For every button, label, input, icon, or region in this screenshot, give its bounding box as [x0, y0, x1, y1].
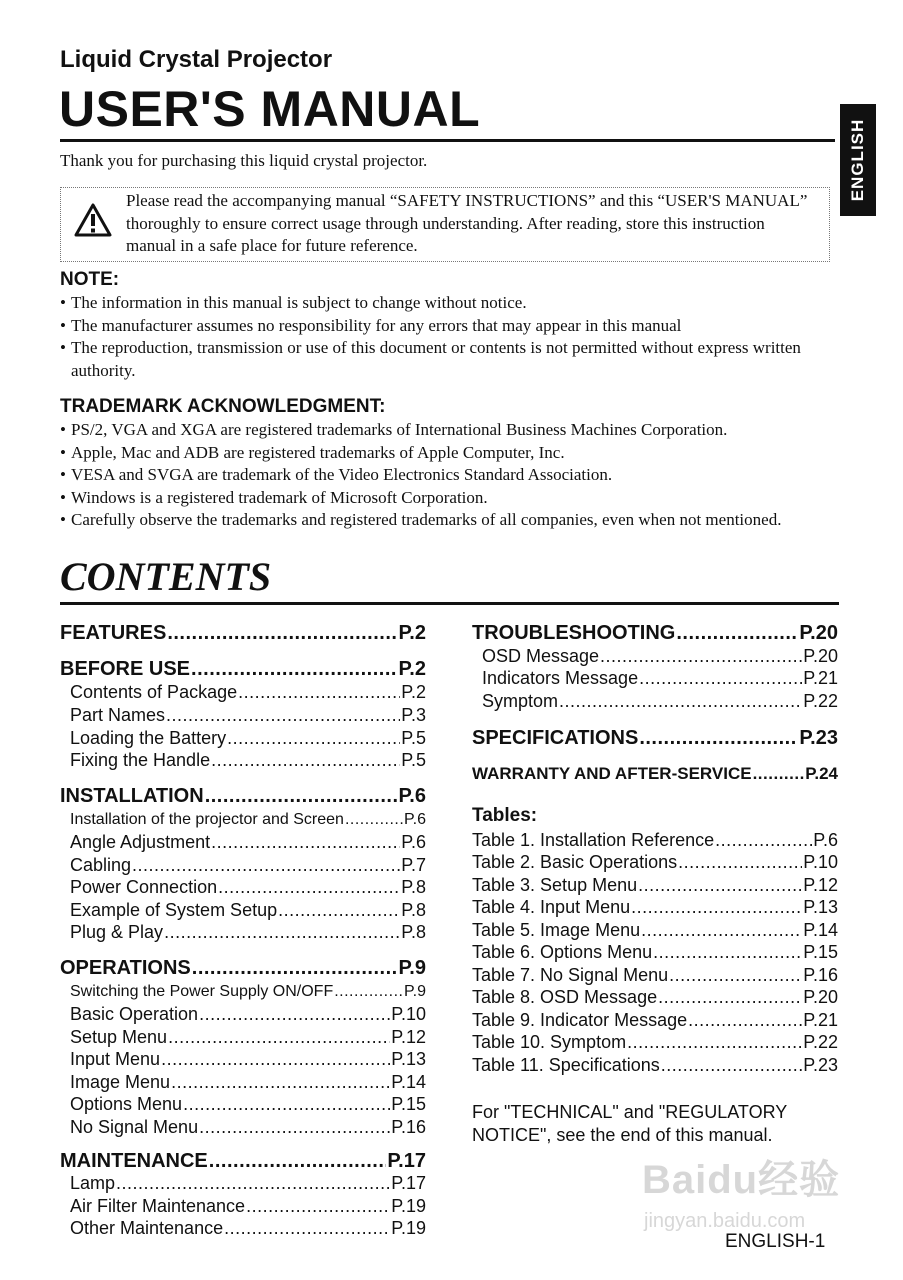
- leader-dots: [345, 811, 403, 829]
- baidu-logo: Baidu经验: [642, 1158, 841, 1202]
- contents-title: CONTENTS: [60, 554, 272, 599]
- toc-label: Fixing the Handle: [70, 750, 211, 770]
- toc-label: Table 5. Image Menu: [472, 920, 641, 940]
- warning-text: Please read the accompanying manual “SAFETY INSTRUCTIONS” and this “USER'S MANUAL” thoroughly to ensure correct usage through understanding. After reading, store this instruction manual in a safe place for future reference.: [126, 191, 808, 255]
- leader-dots: [191, 658, 398, 681]
- toc-page: P.22: [803, 691, 838, 711]
- toc-page: P.2: [401, 682, 426, 702]
- toc-table-entry: [472, 987, 838, 1008]
- toc-entry-part-names: [70, 705, 426, 726]
- toc-label: MAINTENANCE: [60, 1150, 208, 1172]
- leader-dots: [171, 1072, 390, 1093]
- toc-label: Cabling: [70, 855, 132, 875]
- toc-entry-specifications: [472, 727, 838, 750]
- toc-page: P.2: [398, 658, 426, 680]
- toc-entry-power-supply-switching: [70, 983, 426, 1001]
- leader-dots: [164, 922, 400, 943]
- leader-dots: [678, 852, 802, 873]
- toc-entry-angle-adjustment: [70, 832, 426, 853]
- toc-label: Switching the Power Supply ON/OFF: [70, 983, 334, 1000]
- leader-dots: [278, 900, 400, 921]
- technical-notice-text: For "TECHNICAL" and "REGULATORY NOTICE", see the end of this manual.: [472, 1102, 787, 1145]
- leader-dots: [559, 691, 802, 712]
- toc-page: P.10: [391, 1004, 426, 1024]
- leader-dots: [627, 1032, 802, 1053]
- leader-dots: [688, 1010, 802, 1031]
- toc-page: P.16: [803, 965, 838, 985]
- leader-dots: [199, 1004, 390, 1025]
- trademark-item: • Apple, Mac and ADB are registered trademarks of Apple Computer, Inc.: [60, 442, 850, 465]
- toc-label: Lamp: [70, 1173, 116, 1193]
- tables-heading: Tables:: [472, 805, 538, 826]
- toc-label: Power Connection: [70, 877, 218, 897]
- leader-dots: [224, 1218, 390, 1239]
- toc-entry-input-menu: [70, 1049, 426, 1070]
- toc-entry-troubleshooting: [472, 622, 838, 645]
- leader-dots: [227, 728, 400, 749]
- leader-dots: [715, 830, 812, 851]
- toc-page: P.10: [803, 852, 838, 872]
- toc-label: Symptom: [482, 691, 559, 711]
- toc-table-entry: [472, 830, 838, 851]
- toc-table-entry: [472, 852, 838, 873]
- toc-table-entry: [472, 920, 838, 941]
- toc-entry-basic-operation: [70, 1004, 426, 1025]
- toc-page: P.12: [803, 875, 838, 895]
- toc-entry-air-filter: [70, 1196, 426, 1217]
- watermark-url: jingyan.baidu.com: [644, 1210, 806, 1232]
- leader-dots: [167, 622, 397, 645]
- toc-label: FEATURES: [60, 622, 167, 644]
- title-divider: [60, 139, 835, 142]
- leader-dots: [631, 897, 802, 918]
- contents-divider: [60, 602, 839, 605]
- toc-label: Table 2. Basic Operations: [472, 852, 678, 872]
- toc-entry-contents-of-package: [70, 682, 426, 703]
- toc-table-entry: [472, 1032, 838, 1053]
- toc-page: P.17: [387, 1150, 426, 1172]
- toc-entry-image-menu: [70, 1072, 426, 1093]
- trademark-item: • VESA and SVGA are trademark of the Video Electronics Standard Association.: [60, 464, 850, 487]
- toc-label: OPERATIONS: [60, 957, 191, 979]
- toc-entry-maintenance: [60, 1150, 426, 1173]
- toc-page: P.14: [803, 920, 838, 940]
- toc-entry-lamp: [70, 1173, 426, 1194]
- toc-page: P.22: [803, 1032, 838, 1052]
- toc-label: TROUBLESHOOTING: [472, 622, 676, 644]
- toc-label: Input Menu: [70, 1049, 161, 1069]
- toc-label: OSD Message: [482, 646, 600, 666]
- leader-dots: [211, 832, 400, 853]
- leader-dots: [676, 622, 798, 645]
- safety-warning-box: [60, 187, 830, 262]
- toc-page: P.21: [803, 1010, 838, 1030]
- baidu-watermark: [642, 1148, 842, 1243]
- toc-page: P.8: [401, 900, 426, 920]
- toc-table-entry: [472, 1055, 838, 1076]
- toc-label: Table 3. Setup Menu: [472, 875, 638, 895]
- note-item: • The reproduction, transmission or use of this document or contents is not permitted without express written authority.: [60, 337, 850, 382]
- toc-page: P.16: [391, 1117, 426, 1137]
- toc-label: Table 11. Specifications: [472, 1055, 660, 1075]
- toc-page: P.19: [391, 1218, 426, 1238]
- toc-label: Table 1. Installation Reference: [472, 830, 715, 850]
- toc-page: P.6: [398, 785, 426, 807]
- toc-label: WARRANTY AND AFTER-SERVICE: [472, 764, 752, 783]
- leader-dots: [116, 1173, 390, 1194]
- toc-page: P.15: [803, 942, 838, 962]
- toc-table-entry: [472, 942, 838, 963]
- toc-label: Setup Menu: [70, 1027, 168, 1047]
- toc-label: Options Menu: [70, 1094, 183, 1114]
- toc-page: P.9: [398, 957, 426, 979]
- toc-entry-symptom: [482, 691, 838, 712]
- leader-dots: [638, 875, 802, 896]
- leader-dots: [238, 682, 400, 703]
- toc-entry-power-connection: [70, 877, 426, 898]
- intro-text: Thank you for purchasing this liquid crystal projector.: [60, 151, 428, 170]
- toc-entry-no-signal-menu: [70, 1117, 426, 1138]
- toc-page: P.6: [404, 811, 426, 828]
- toc-label: Basic Operation: [70, 1004, 199, 1024]
- toc-page: P.6: [813, 830, 838, 850]
- toc-entry-installation: [60, 785, 426, 808]
- toc-label: Table 9. Indicator Message: [472, 1010, 688, 1030]
- leader-dots: [161, 1049, 390, 1070]
- language-tab: [840, 104, 876, 216]
- trademark-list: [60, 419, 850, 532]
- toc-page: P.19: [391, 1196, 426, 1216]
- leader-dots: [653, 942, 802, 963]
- document-title: USER'S MANUAL: [59, 81, 481, 137]
- leader-dots: [132, 855, 400, 876]
- toc-page: P.15: [391, 1094, 426, 1114]
- toc-label: Table 7. No Signal Menu: [472, 965, 669, 985]
- toc-label: Installation of the projector and Screen: [70, 811, 344, 828]
- leader-dots: [166, 705, 400, 726]
- leader-dots: [192, 957, 398, 980]
- toc-table-entry: [472, 897, 838, 918]
- toc-table-entry: [472, 875, 838, 896]
- toc-page: P.23: [803, 1055, 838, 1075]
- leader-dots: [639, 668, 802, 689]
- leader-dots: [661, 1055, 803, 1076]
- toc-page: P.8: [401, 922, 426, 942]
- toc-label: INSTALLATION: [60, 785, 204, 807]
- page-number: ENGLISH-1: [725, 1231, 826, 1252]
- trademark-item: • Carefully observe the trademarks and registered trademarks of all companies, even when not mentioned.: [60, 509, 850, 532]
- toc-label: Table 6. Options Menu: [472, 942, 653, 962]
- toc-label: Angle Adjustment: [70, 832, 211, 852]
- leader-dots: [334, 983, 403, 1001]
- toc-label: Example of System Setup: [70, 900, 278, 920]
- toc-entry-before-use: [60, 658, 426, 681]
- toc-label: Image Menu: [70, 1072, 171, 1092]
- document-subtitle: Liquid Crystal Projector: [60, 46, 333, 73]
- language-tab-label: ENGLISH: [848, 118, 867, 202]
- toc-entry-indicators-message: [482, 668, 838, 689]
- leader-dots: [639, 727, 798, 750]
- toc-page: P.24: [805, 764, 838, 783]
- toc-entry-system-setup: [70, 900, 426, 921]
- leader-dots: [209, 1150, 387, 1173]
- toc-page: P.14: [391, 1072, 426, 1092]
- toc-label: No Signal Menu: [70, 1117, 199, 1137]
- toc-label: Loading the Battery: [70, 728, 227, 748]
- leader-dots: [600, 646, 802, 667]
- toc-page: P.9: [404, 983, 426, 1000]
- toc-page: P.8: [401, 877, 426, 897]
- leader-dots: [205, 785, 398, 808]
- note-list: [60, 292, 850, 382]
- toc-entry-operations: [60, 957, 426, 980]
- trademark-heading: TRADEMARK ACKNOWLEDGMENT:: [60, 396, 386, 417]
- toc-page: P.5: [401, 750, 426, 770]
- leader-dots: [641, 920, 802, 941]
- leader-dots: [211, 750, 400, 771]
- toc-table-entry: [472, 965, 838, 986]
- toc-entry-loading-battery: [70, 728, 426, 749]
- toc-page: P.6: [401, 832, 426, 852]
- trademark-item: • PS/2, VGA and XGA are registered trademarks of International Business Machines Corporation.: [60, 419, 850, 442]
- toc-label: Plug & Play: [70, 922, 164, 942]
- toc-page: P.13: [803, 897, 838, 917]
- toc-entry-fixing-handle: [70, 750, 426, 771]
- toc-label: Other Maintenance: [70, 1218, 224, 1238]
- leader-dots: [669, 965, 802, 986]
- toc-entry-options-menu: [70, 1094, 426, 1115]
- toc-page: P.21: [803, 668, 838, 688]
- toc-entry-other-maintenance: [70, 1218, 426, 1239]
- toc-page: P.7: [401, 855, 426, 875]
- toc-entry-warranty: [472, 764, 838, 784]
- note-heading: NOTE:: [60, 269, 120, 290]
- leader-dots: [246, 1196, 390, 1217]
- leader-dots: [183, 1094, 390, 1115]
- toc-page: P.20: [803, 987, 838, 1007]
- toc-label: Part Names: [70, 705, 166, 725]
- leader-dots: [199, 1117, 390, 1138]
- leader-dots: [168, 1027, 390, 1048]
- toc-page: P.20: [799, 622, 838, 644]
- toc-label: Table 4. Input Menu: [472, 897, 631, 917]
- toc-label: Air Filter Maintenance: [70, 1196, 246, 1216]
- note-item: • The information in this manual is subject to change without notice.: [60, 292, 850, 315]
- toc-entry-features: [60, 622, 426, 645]
- leader-dots: [658, 987, 802, 1008]
- warning-triangle-icon: [73, 202, 113, 238]
- toc-page: P.20: [803, 646, 838, 666]
- trademark-item: • Windows is a registered trademark of Microsoft Corporation.: [60, 487, 850, 510]
- toc-entry-plug-and-play: [70, 922, 426, 943]
- toc-label: Contents of Package: [70, 682, 238, 702]
- toc-label: BEFORE USE: [60, 658, 191, 680]
- toc-page: P.17: [391, 1173, 426, 1193]
- toc-entry-cabling: [70, 855, 426, 876]
- toc-page: P.2: [398, 622, 426, 644]
- leader-dots: [218, 877, 400, 898]
- toc-page: P.12: [391, 1027, 426, 1047]
- toc-page: P.13: [391, 1049, 426, 1069]
- toc-label: SPECIFICATIONS: [472, 727, 639, 749]
- toc-page: P.5: [401, 728, 426, 748]
- toc-entry-installation-projector-screen: [70, 811, 426, 829]
- toc-label: Table 8. OSD Message: [472, 987, 658, 1007]
- toc-entry-setup-menu: [70, 1027, 426, 1048]
- toc-entry-osd-message: [482, 646, 838, 667]
- toc-page: P.3: [401, 705, 426, 725]
- toc-label: Table 10. Symptom: [472, 1032, 627, 1052]
- toc-table-entry: [472, 1010, 838, 1031]
- note-item: • The manufacturer assumes no responsibility for any errors that may appear in this manual: [60, 315, 850, 338]
- toc-label: Indicators Message: [482, 668, 639, 688]
- leader-dots: [753, 764, 805, 784]
- toc-page: P.23: [799, 727, 838, 749]
